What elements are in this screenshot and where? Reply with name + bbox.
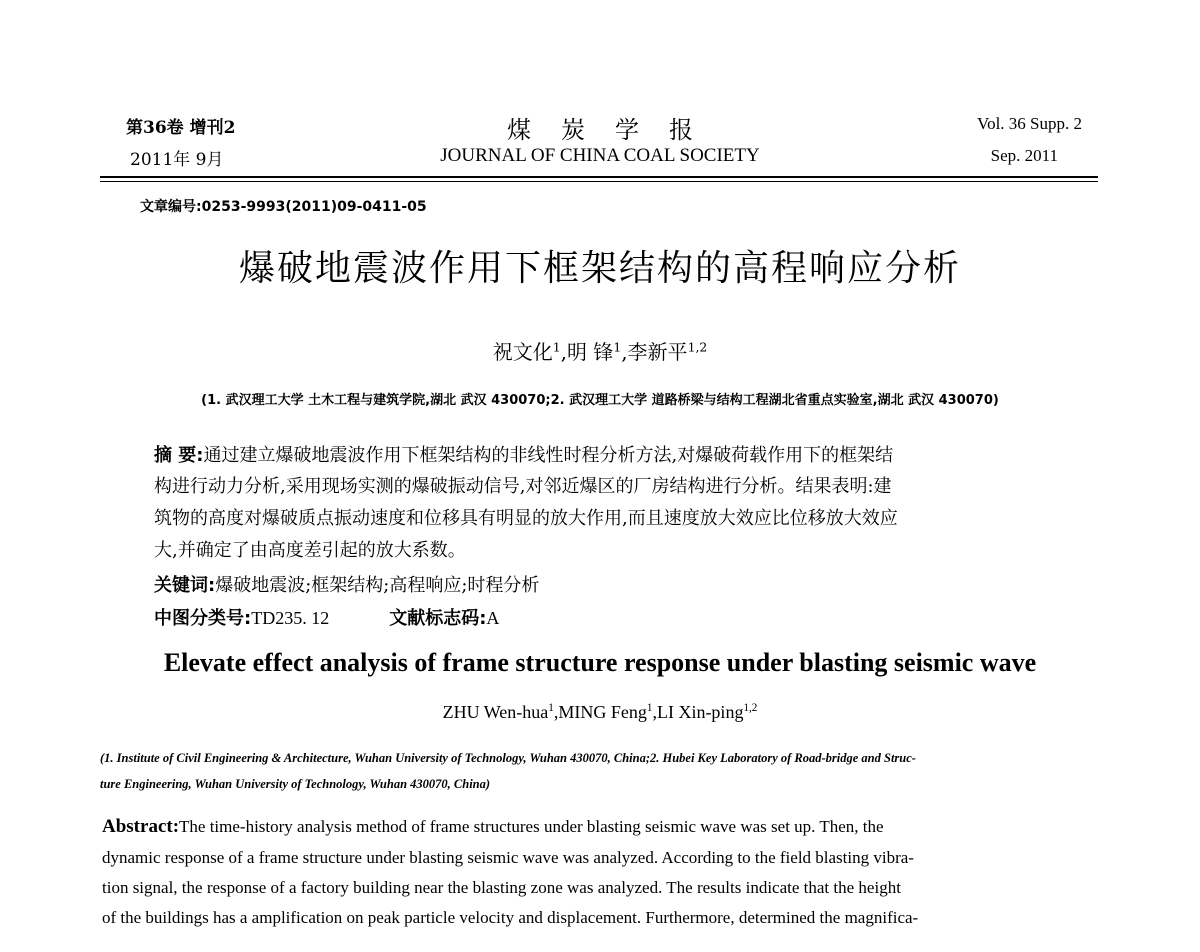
clc-code: TD235. 12 (251, 608, 330, 628)
author-name: 祝文化 (492, 340, 553, 364)
author-name: ZHU Wen-hua (442, 702, 549, 722)
header-rule-thick (100, 176, 1098, 178)
author-name: ,MING Feng (553, 702, 647, 722)
abstract-cn-label: 摘 要: (154, 445, 204, 466)
paper-title-cn: 爆破地震波作用下框架结构的高程响应分析 (238, 248, 961, 289)
abstract-cn-line: 筑物的高度对爆破质点振动速度和位移具有明显的放大作用,而且速度放大效应比位移放大效应 (154, 508, 898, 529)
affiliations-en-line: (1. Institute of Civil Engineering & Architecture, Wuhan University of Technology, Wuhan 430070, China;2. Hubei Key Laboratory of Road-bridge and Struc- (100, 751, 916, 765)
date-en: Sep. 2011 (990, 146, 1058, 165)
header-rule-thin (100, 181, 1098, 182)
abstract-cn-line: 大,并确定了由高度差引起的放大系数。 (154, 540, 466, 561)
paper-title-en: Elevate effect analysis of frame structure response under blasting seismic wave (163, 648, 1037, 677)
journal-name-en: JOURNAL OF CHINA COAL SOCIETY (440, 145, 760, 166)
volume-issue-en: Vol. 36 Supp. 2 (976, 114, 1082, 133)
affiliations-en-line: ture Engineering, Wuhan University of Technology, Wuhan 430070, China) (100, 777, 491, 791)
date-cn: 2011年 9月 (130, 150, 224, 170)
clc-label: 中图分类号: (154, 608, 252, 629)
doc-code: A (486, 608, 500, 628)
affil-mark: 1 (548, 702, 554, 714)
volume-issue-cn: 第36卷 增刊2 (126, 118, 236, 138)
abstract-cn-line: 摘 要:通过建立爆破地震波作用下框架结构的非线性时程分析方法,对爆破荷载作用下的框架结 (154, 445, 894, 466)
article-number: 文章编号:0253-9993(2011)09-0411-05 (140, 199, 427, 215)
affil-mark: 1 (552, 339, 561, 355)
authors-cn (0, 336, 1200, 365)
affil-mark: 1 (646, 702, 653, 714)
affiliations-cn: (1. 武汉理工大学 土木工程与建筑学院,湖北 武汉 430070;2. 武汉理工大学 道路桥梁与结构工程湖北省重点实验室,湖北 武汉 430070) (201, 393, 999, 408)
author-name: ,李新平 (621, 340, 688, 364)
abstract-en-line: Abstract:The time-history analysis method of frame structures under blasting seismic wave was set up. Then, the (102, 816, 884, 837)
classification-cn (154, 603, 1054, 634)
doc-code-label: 文献标志码: (389, 608, 487, 629)
journal-name-cn: 煤炭学报 (507, 116, 723, 144)
abstract-en-line: of the buildings has a amplification on peak particle velocity and displacement. Furthermore, determined the magnifica- (102, 908, 919, 927)
keywords-label: 关键词: (154, 575, 216, 596)
affil-mark: 1 (613, 339, 622, 355)
abstract-en-line: dynamic response of a frame structure under blasting seismic wave was analyzed. According to the field blasting vibra- (102, 848, 914, 867)
abstract-en-label: Abstract: (102, 816, 180, 837)
author-name: ,明 锋 (560, 340, 614, 364)
affil-mark: 1,2 (687, 339, 708, 355)
abstract-cn-line: 构进行动力分析,采用现场实测的爆破振动信号,对邻近爆区的厂房结构进行分析。结果表明:建 (154, 476, 892, 497)
authors-en (0, 702, 1200, 723)
abstract-en-line: tion signal, the response of a factory building near the blasting zone was analyzed. The results indicate that the height (102, 878, 901, 897)
affil-mark: 1,2 (743, 702, 758, 714)
author-name: ,LI Xin-ping (652, 702, 744, 722)
keywords-cn: 关键词:爆破地震波;框架结构;高程响应;时程分析 (154, 575, 540, 596)
